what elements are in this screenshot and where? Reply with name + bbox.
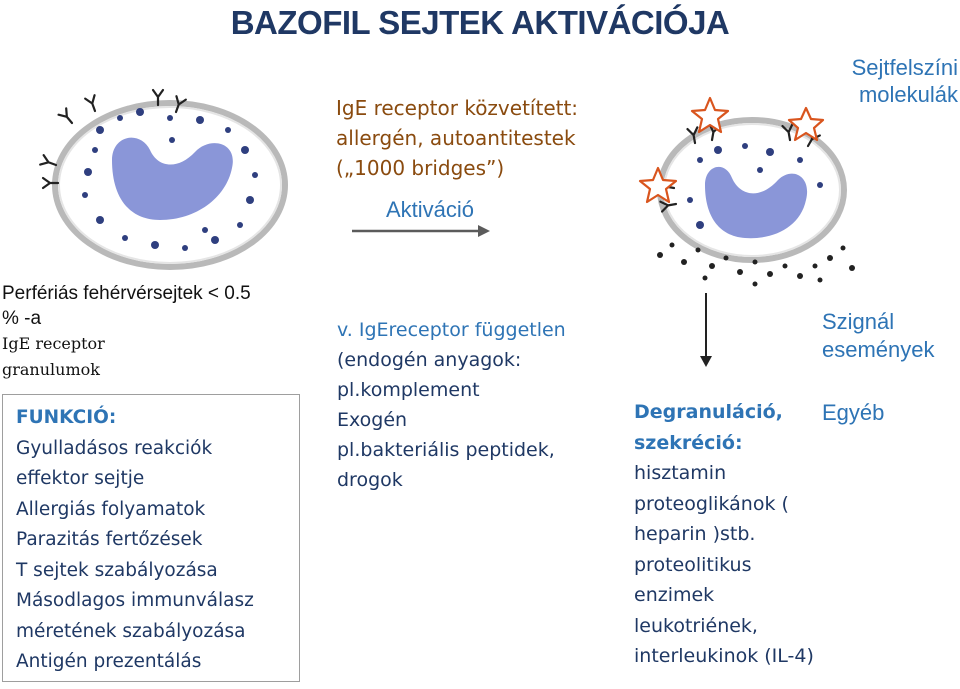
mediated-line: („1000 bridges”): [336, 156, 505, 180]
ige-mediated-note: [336, 93, 578, 183]
function-item: Antigén prezentálás: [16, 651, 202, 672]
degranulation-item: proteolitikus: [634, 553, 752, 576]
function-item: T sejtek szabályozása: [16, 559, 218, 581]
resting-basophil-cell: [40, 90, 285, 267]
degranulation-item: leukotriének,: [634, 614, 758, 637]
degranulation-item: hisztamin: [634, 462, 727, 484]
surface-line: molekulák: [858, 82, 958, 107]
peripheral-line: IgE receptor: [2, 334, 105, 353]
function-list: [16, 403, 254, 678]
degranulation-heading: Degranuláció,: [634, 401, 783, 423]
function-item: Másodlagos immunválasz: [16, 590, 254, 611]
other-label: Egyéb: [822, 400, 885, 425]
function-item: méretének szabályozása: [16, 620, 246, 642]
signal-arrow: [700, 293, 712, 367]
degranulation-item: enzimek: [634, 584, 715, 606]
mediated-line: allergén, autoantitestek: [336, 126, 576, 150]
activation-arrow: [352, 225, 490, 237]
activation-label: Aktiváció: [386, 197, 475, 222]
peripheral-line: % -a: [2, 308, 42, 329]
signal-line: események: [822, 337, 935, 362]
function-heading: FUNKCIÓ:: [16, 407, 117, 428]
peripheral-line: granulumok: [2, 360, 100, 379]
activated-basophil-cell: [640, 98, 855, 287]
ige-independent-list: [337, 315, 566, 495]
degranulation-item: heparin )stb.: [634, 523, 756, 545]
surface-molecules-label: [790, 54, 958, 108]
mediated-line: IgE receptor közvetített:: [336, 96, 579, 120]
peripheral-line: Perfériás fehérvérsejtek < 0.5: [2, 283, 251, 304]
independent-item: pl.komplement: [337, 379, 480, 401]
independent-item: (endogén anyagok:: [337, 349, 522, 371]
degranulation-list: [634, 397, 814, 672]
independent-item: pl.bakteriális peptidek,: [337, 439, 555, 461]
function-item: Parazitás fertőzések: [16, 529, 203, 550]
page-title: BAZOFIL SEJTEK AKTIVÁCIÓJA: [230, 4, 730, 41]
signal-line: Szignál: [822, 309, 895, 334]
independent-item: drogok: [337, 469, 403, 491]
function-item: Allergiás folyamatok: [16, 498, 206, 520]
function-item: Gyulladásos reakciók: [16, 437, 213, 459]
degranulation-item: interleukinok (IL-4): [634, 645, 814, 667]
degranulation-heading: szekréció:: [634, 431, 743, 454]
surface-line: Sejtfelszíni: [851, 55, 958, 80]
degranulation-item: proteoglikánok (: [634, 492, 789, 515]
signal-events-label: [822, 308, 935, 364]
independent-item: Exogén: [337, 409, 408, 431]
function-item: effektor sejtje: [16, 468, 145, 489]
independent-heading: v. IgEreceptor független: [337, 319, 566, 341]
peripheral-note: [2, 281, 302, 383]
